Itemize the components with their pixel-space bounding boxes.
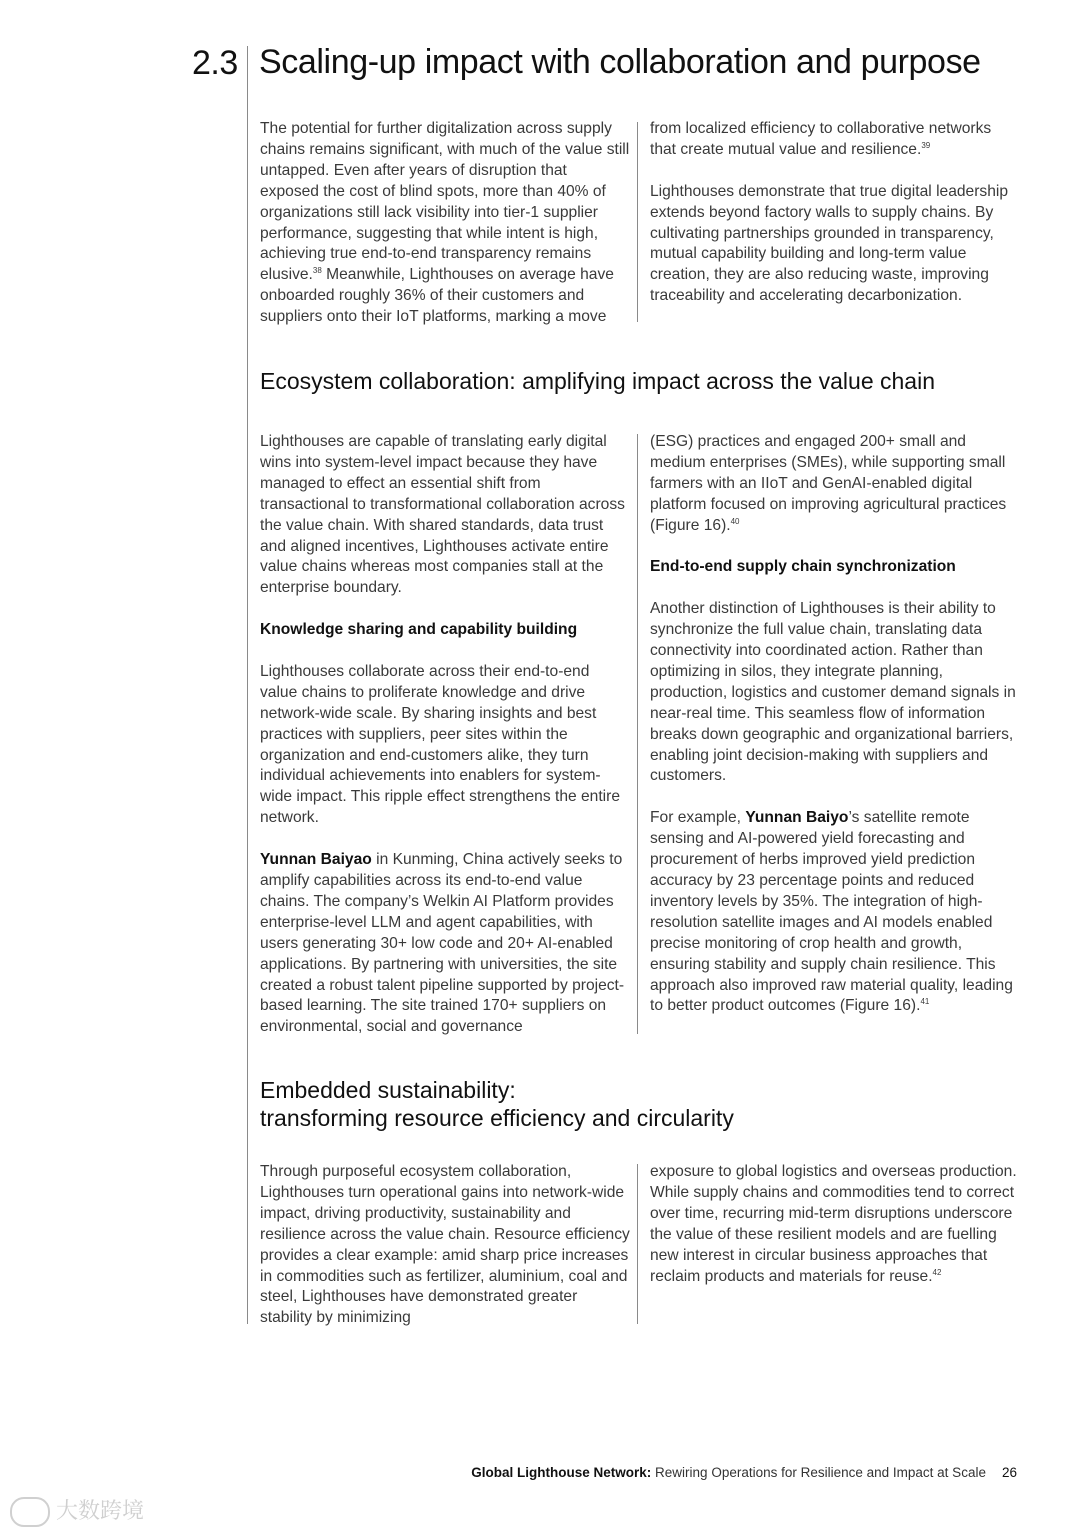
sustainability-right-text: exposure to global logistics and overseas production. While supply chains and commodities tend to correct over time, recurring mid-term disruptions underscore the value of these resilient models and are fuelling new interest in circular business approaches that reclaim products and materials for reuse. xyxy=(650,1163,1017,1285)
sustainability-left-paragraph: Through purposeful ecosystem collaboration, Lighthouses turn operational gains into network-wide impact, driving productivity, sustainability and resilience across the value chain. Resource efficiency provides a clear example: amid sharp price increases in commodities such as fertilizer, aluminium, coal and steel, Lighthouses have demonstrated greater stability by minimizing xyxy=(260,1163,630,1327)
column-divider xyxy=(637,1164,638,1324)
sustainability-right-column xyxy=(650,1162,1020,1287)
supply-chain-sync-subheading: End-to-end supply chain synchronization xyxy=(650,558,956,576)
section-number: 2.3 xyxy=(192,44,238,82)
footnote-ref: 41 xyxy=(920,997,930,1007)
ecosystem-left-paragraph-1: Lighthouses are capable of translating early digital wins into system-level impact because they have managed to effect an essential shift from transactional to transformational collaboration across the value chain. With shared standards, data trust and aligned incentives, Lighthouses activate entire value chains whereas most companies stall at the enterprise boundary. xyxy=(260,433,625,597)
footnote-ref: 40 xyxy=(730,516,740,526)
ecosystem-right-paragraph-3 xyxy=(650,808,1020,1017)
intro-right-paragraph-2: Lighthouses demonstrate that true digital leadership extends beyond factory walls to supply chains. By cultivating partnerships grounded in transparency, mutual capability building and long-term value creation, they are also reducing waste, improving traceability and accelerating decarbonization. xyxy=(650,182,1009,305)
footnote-ref: 39 xyxy=(921,140,931,150)
intro-right-column xyxy=(650,119,1020,307)
sustainability-heading-line-1: Embedded sustainability: xyxy=(260,1077,516,1103)
sustainability-heading-line-2: transforming resource efficiency and circularity xyxy=(260,1105,734,1131)
footer-subtitle: Rewiring Operations for Resilience and Impact at Scale xyxy=(651,1465,986,1480)
page-number: 26 xyxy=(1001,1465,1017,1480)
intro-left-column xyxy=(260,119,630,328)
ecosystem-right-paragraph-1 xyxy=(650,432,1020,537)
ecosystem-heading: Ecosystem collaboration: amplifying impact across the value chain xyxy=(260,368,935,394)
ecosystem-right-pre: For example, xyxy=(650,809,746,827)
ecosystem-right-column xyxy=(650,432,1020,1017)
company-name: Yunnan Baiyo xyxy=(745,809,849,827)
sustainability-heading xyxy=(260,1076,734,1132)
ecosystem-left-text-3: in Kunming, China actively seeks to amplify capabilities across its end-to-end value chains. The company’s Welkin AI Platform provides enterprise-level LLM and agent capabilities, with users generating 30+ low code and 20+ AI-enabled applications. By partnering with universities, the site created a robust talent pipeline supported by project-based learning. The site trained 170+ suppliers on environmental, social and governance xyxy=(260,851,625,1036)
sustainability-left-column xyxy=(260,1162,630,1329)
intro-left-paragraph xyxy=(260,119,630,328)
watermark xyxy=(10,1494,144,1527)
ecosystem-left-paragraph-3 xyxy=(260,850,630,1038)
intro-right-paragraph-1 xyxy=(650,119,1020,161)
ecosystem-right-text-3: ’s satellite remote sensing and AI-powered yield forecasting and procurement of herbs improved yield prediction accuracy by 23 percentage points and reduced inventory levels by 35%. The integration of high-resolution satellite images and AI models enabled precise monitoring of crop health and growth, ensuring stability and supply chain resilience. This approach also improved raw material quality, leading to better product outcomes (Figure 16). xyxy=(650,809,1013,1015)
watermark-logo-icon xyxy=(10,1497,50,1527)
company-name: Yunnan Baiyao xyxy=(260,851,372,869)
column-divider xyxy=(637,122,638,322)
page-footer xyxy=(471,1465,1017,1480)
left-vertical-rule xyxy=(247,46,248,1324)
ecosystem-right-paragraph-2: Another distinction of Lighthouses is their ability to synchronize the full value chain, translating data connectivity into coordinated action. Rather than optimizing in silos, they integrate planning, production, logistics and customer demand signals in near-real time. This seamless flow of information breaks down geographic and organizational barriers, enabling joint decision-making with suppliers and customers. xyxy=(650,600,1016,785)
ecosystem-right-text-1: (ESG) practices and engaged 200+ small and medium enterprises (SMEs), while supporting small farmers with an IIoT and GenAI-enabled digital platform focused on improving agricultural practices (Figure 16). xyxy=(650,433,1007,534)
intro-left-text-cont: Meanwhile, Lighthouses on average have onboarded roughly 36% of their customers and suppliers onto their IoT platforms, marking a move xyxy=(260,266,614,326)
ecosystem-left-paragraph-2: Lighthouses collaborate across their end-to-end value chains to proliferate knowledge and drive network-wide scale. By sharing insights and best practices with suppliers, peer sites within the organization and end-customers alike, they turn individual achievements into enablers for system-wide impact. This ripple effect strengthens the entire network. xyxy=(260,662,621,827)
watermark-text: 大数跨境 xyxy=(56,1498,145,1523)
ecosystem-left-column xyxy=(260,432,630,1038)
intro-left-text: The potential for further digitalization across supply chains remains significant, with much of the value still untapped. Even after years of disruption that exposed the cost of blind spots, more than 40% of organizations still lack visibility into tier-1 supplier performance, suggesting that while intent is high, achieving true end-to-end transparency remains elusive. xyxy=(260,120,630,284)
footnote-ref: 42 xyxy=(932,1267,942,1277)
knowledge-sharing-subheading: Knowledge sharing and capability building xyxy=(260,621,578,639)
footnote-ref: 38 xyxy=(312,266,322,276)
footer-publication: Global Lighthouse Network: xyxy=(471,1465,652,1480)
page-title: Scaling-up impact with collaboration and purpose xyxy=(259,43,981,81)
sustainability-right-paragraph xyxy=(650,1162,1020,1287)
column-divider xyxy=(637,434,638,1034)
intro-right-text-1: from localized efficiency to collaborative networks that create mutual value and resilience. xyxy=(650,120,992,158)
